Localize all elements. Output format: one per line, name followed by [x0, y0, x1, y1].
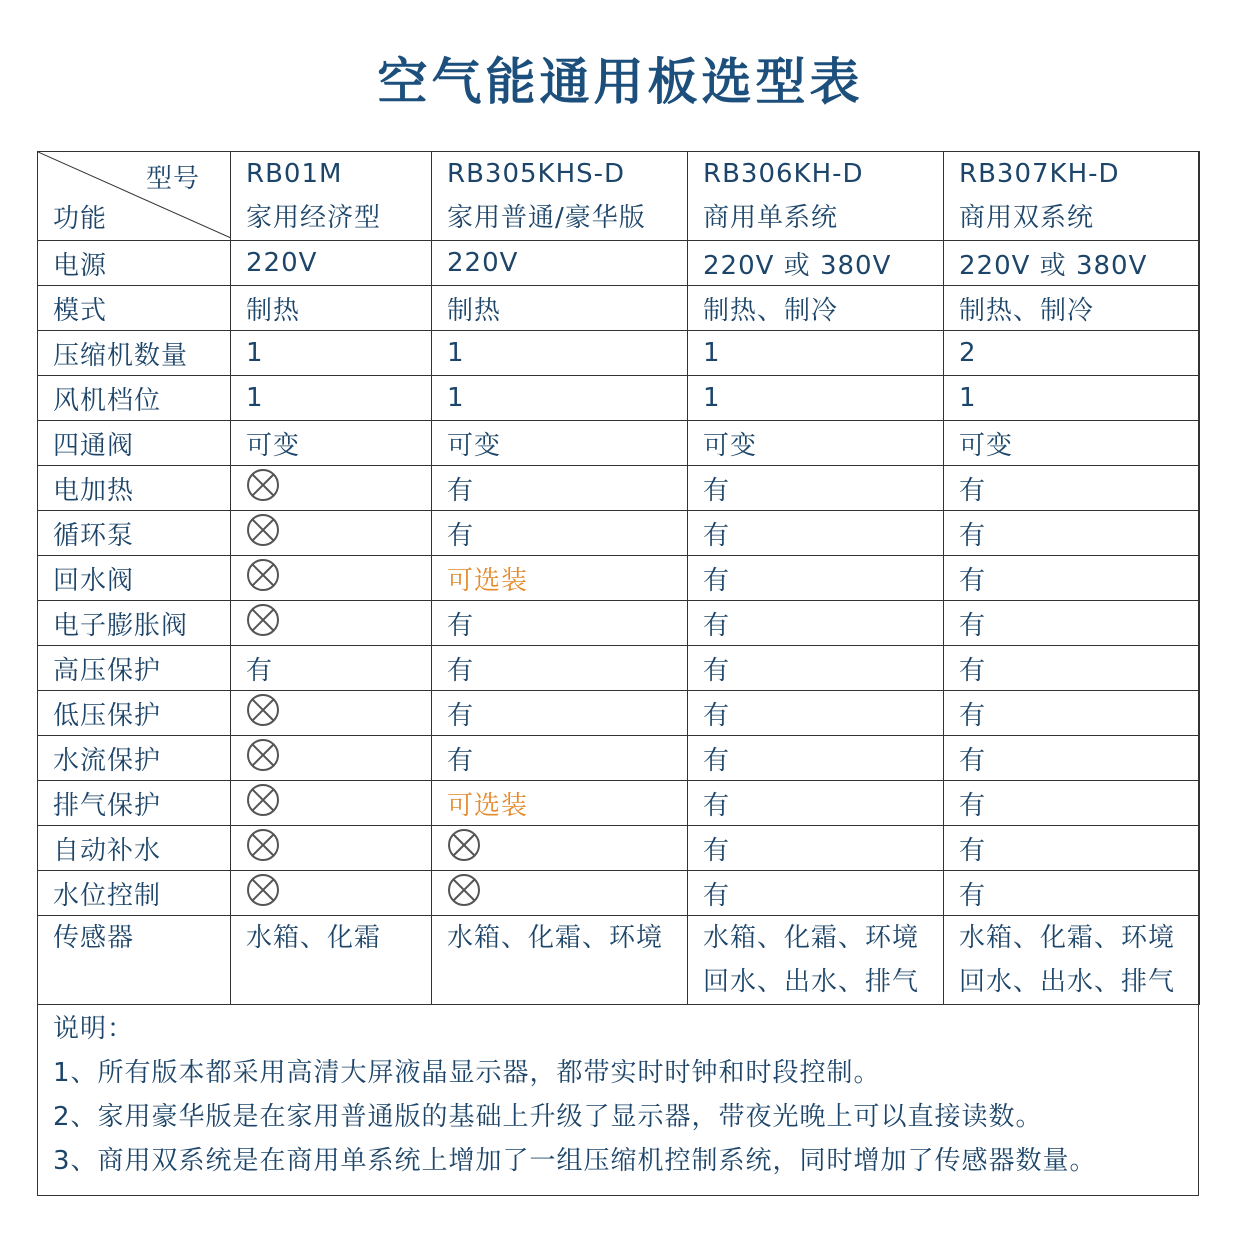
table-row — [38, 601, 1200, 646]
sensor-cell — [944, 916, 1200, 1005]
not-available-cell — [231, 826, 432, 871]
row-label: 电源 — [38, 241, 231, 286]
corner-function-label: 功能 — [53, 204, 108, 234]
table-cell: 220V 或 380V — [688, 241, 944, 286]
row-label: 压缩机数量 — [38, 331, 231, 376]
circled-x-icon — [246, 693, 280, 734]
table-cell: 可变 — [231, 421, 432, 466]
model-code: RB01M — [246, 159, 343, 189]
table-cell: 有 — [944, 691, 1200, 736]
table-cell: 1 — [432, 376, 688, 421]
row-label: 水位控制 — [38, 871, 231, 916]
table-cell: 可选装 — [432, 781, 688, 826]
sensor-line: 水箱、化霜、环境 — [703, 923, 920, 953]
row-label: 回水阀 — [38, 556, 231, 601]
table-row — [38, 826, 1200, 871]
table-cell: 2 — [944, 331, 1200, 376]
table-cell: 1 — [688, 376, 944, 421]
table-cell: 有 — [944, 466, 1200, 511]
table-cell: 有 — [944, 646, 1200, 691]
model-header — [231, 152, 432, 241]
table-cell: 可变 — [432, 421, 688, 466]
table-cell: 有 — [944, 511, 1200, 556]
table-cell: 1 — [231, 331, 432, 376]
table-cell: 220V 或 380V — [944, 241, 1200, 286]
not-available-cell — [432, 871, 688, 916]
table-row — [38, 646, 1200, 691]
table-cell: 有 — [944, 736, 1200, 781]
table-cell: 有 — [688, 601, 944, 646]
table-cell: 有 — [688, 781, 944, 826]
model-code: RB305KHS-D — [447, 159, 626, 189]
row-label: 排气保护 — [38, 781, 231, 826]
table-row — [38, 781, 1200, 826]
row-label: 传感器 — [38, 916, 231, 1005]
table-cell: 1 — [432, 331, 688, 376]
table-row — [38, 736, 1200, 781]
table-cell: 有 — [688, 646, 944, 691]
table-row — [38, 421, 1200, 466]
table-row — [38, 556, 1200, 601]
table-cell: 有 — [432, 601, 688, 646]
sensor-line: 水箱、化霜、环境 — [447, 923, 664, 953]
model-header — [432, 152, 688, 241]
row-label: 四通阀 — [38, 421, 231, 466]
table-cell: 有 — [944, 871, 1200, 916]
not-available-cell — [231, 871, 432, 916]
sensor-cell — [432, 916, 688, 1005]
table-cell: 有 — [432, 466, 688, 511]
header-row — [38, 152, 1200, 241]
circled-x-icon — [246, 513, 280, 554]
circled-x-icon — [246, 468, 280, 509]
table-cell: 制热 — [432, 286, 688, 331]
table-cell: 有 — [688, 511, 944, 556]
note-line: 1、所有版本都采用高清大屏液晶显示器，都带实时时钟和时段控制。 — [53, 1058, 881, 1088]
table-cell: 有 — [688, 466, 944, 511]
not-available-cell — [231, 691, 432, 736]
model-code: RB306KH-D — [703, 159, 864, 189]
table-cell: 有 — [944, 781, 1200, 826]
row-label: 高压保护 — [38, 646, 231, 691]
row-label: 风机档位 — [38, 376, 231, 421]
table-cell: 有 — [432, 646, 688, 691]
table-row — [38, 331, 1200, 376]
table-cell: 可选装 — [432, 556, 688, 601]
not-available-cell — [231, 511, 432, 556]
table-cell: 有 — [432, 691, 688, 736]
circled-x-icon — [246, 783, 280, 824]
model-code: RB307KH-D — [959, 159, 1120, 189]
not-available-cell — [432, 826, 688, 871]
model-header — [688, 152, 944, 241]
circled-x-icon — [447, 873, 481, 914]
circled-x-icon — [246, 603, 280, 644]
table-cell: 有 — [432, 511, 688, 556]
circled-x-icon — [447, 828, 481, 869]
notes-heading: 说明： — [53, 1014, 135, 1044]
circled-x-icon — [246, 828, 280, 869]
circled-x-icon — [246, 738, 280, 779]
table-cell: 有 — [432, 736, 688, 781]
table-cell: 可变 — [944, 421, 1200, 466]
row-label: 自动补水 — [38, 826, 231, 871]
table-cell: 制热、制冷 — [688, 286, 944, 331]
sensor-line: 水箱、化霜、环境 — [959, 923, 1176, 953]
table-cell: 有 — [688, 691, 944, 736]
model-type: 家用经济型 — [246, 203, 382, 233]
table-row — [38, 376, 1200, 421]
row-label: 循环泵 — [38, 511, 231, 556]
table-row — [38, 691, 1200, 736]
row-label: 电子膨胀阀 — [38, 601, 231, 646]
not-available-cell — [231, 736, 432, 781]
sensor-line: 水箱、化霜 — [246, 923, 382, 953]
table-cell: 可变 — [688, 421, 944, 466]
page-title: 空气能通用板选型表 — [377, 53, 864, 111]
model-type: 商用单系统 — [703, 203, 839, 233]
sensor-line: 回水、出水、排气 — [703, 967, 920, 997]
table-cell: 1 — [944, 376, 1200, 421]
sensor-row — [38, 916, 1200, 1005]
table-cell: 1 — [688, 331, 944, 376]
not-available-cell — [231, 556, 432, 601]
table-cell: 有 — [688, 736, 944, 781]
table-cell: 220V — [432, 241, 688, 286]
row-label: 电加热 — [38, 466, 231, 511]
note-line: 2、家用豪华版是在家用普通版的基础上升级了显示器，带夜光晚上可以直接读数。 — [53, 1102, 1043, 1132]
table-cell: 有 — [688, 556, 944, 601]
row-label: 水流保护 — [38, 736, 231, 781]
circled-x-icon — [246, 873, 280, 914]
corner-model-label: 型号 — [145, 164, 200, 194]
selection-sheet — [37, 151, 1199, 1196]
table-cell: 制热 — [231, 286, 432, 331]
not-available-cell — [231, 781, 432, 826]
header-corner-cell — [38, 152, 231, 241]
table-cell: 有 — [231, 646, 432, 691]
notes-section — [53, 1007, 1097, 1183]
table-row — [38, 286, 1200, 331]
sensor-cell — [231, 916, 432, 1005]
table-row — [38, 466, 1200, 511]
table-cell: 制热、制冷 — [944, 286, 1200, 331]
table-cell: 有 — [688, 826, 944, 871]
table-cell: 220V — [231, 241, 432, 286]
table-row — [38, 871, 1200, 916]
row-label: 低压保护 — [38, 691, 231, 736]
note-line: 3、商用双系统是在商用单系统上增加了一组压缩机控制系统，同时增加了传感器数量。 — [53, 1146, 1097, 1176]
not-available-cell — [231, 601, 432, 646]
table-row — [38, 511, 1200, 556]
not-available-cell — [231, 466, 432, 511]
circled-x-icon — [246, 558, 280, 599]
sensor-line: 回水、出水、排气 — [959, 967, 1176, 997]
selection-table — [37, 151, 1200, 1005]
table-cell: 有 — [944, 601, 1200, 646]
model-type: 商用双系统 — [959, 203, 1095, 233]
row-label: 模式 — [38, 286, 231, 331]
table-cell: 有 — [944, 826, 1200, 871]
table-row — [38, 241, 1200, 286]
table-cell: 有 — [688, 871, 944, 916]
sensor-cell — [688, 916, 944, 1005]
model-header — [944, 152, 1200, 241]
model-type: 家用普通/豪华版 — [447, 203, 646, 233]
table-cell: 有 — [944, 556, 1200, 601]
table-cell: 1 — [231, 376, 432, 421]
